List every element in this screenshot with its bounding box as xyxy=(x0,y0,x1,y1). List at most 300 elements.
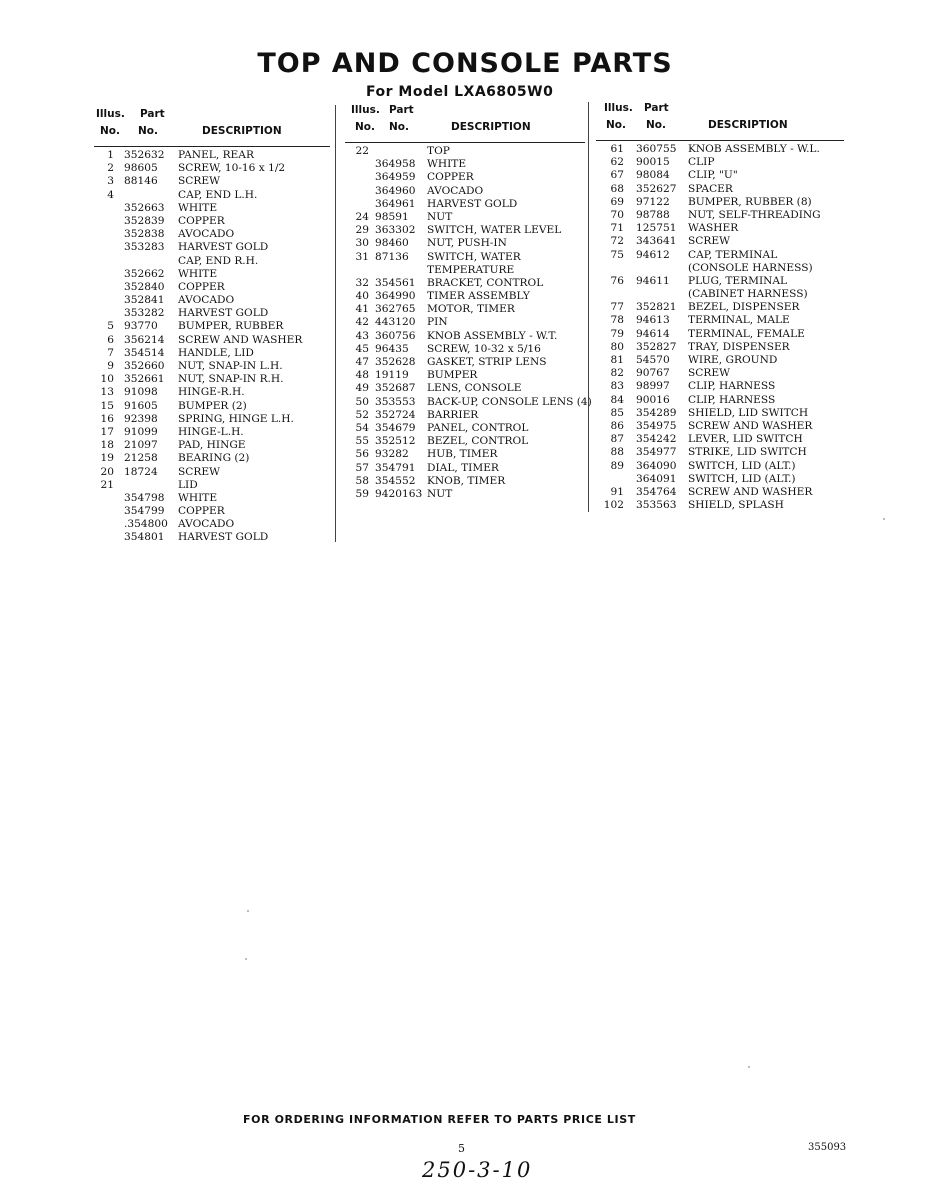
page-number: 5 xyxy=(458,1142,465,1155)
illus-number: 30 xyxy=(355,237,369,250)
part-row xyxy=(596,433,844,446)
part-number: 94612 xyxy=(636,248,670,261)
illus-number: 18 xyxy=(100,439,114,452)
part-number: 352661 xyxy=(124,373,165,386)
illus-number: 3 xyxy=(107,175,114,188)
part-description: AVOCADO xyxy=(427,184,484,197)
part-row xyxy=(596,249,844,262)
part-row xyxy=(596,328,844,341)
part-row xyxy=(345,224,585,237)
header-illus-no: No. xyxy=(355,121,375,133)
part-row xyxy=(596,156,844,169)
part-number: 443120 xyxy=(375,316,416,329)
part-row xyxy=(345,303,585,316)
illus-number: 76 xyxy=(610,274,624,287)
part-row xyxy=(94,531,330,544)
part-row xyxy=(596,394,844,407)
part-row xyxy=(596,486,844,499)
parts-column-3 xyxy=(596,102,844,512)
illus-number: 75 xyxy=(610,248,624,261)
part-row xyxy=(596,354,844,367)
part-row xyxy=(94,413,330,426)
part-description: BACK-UP, CONSOLE LENS (4) xyxy=(427,395,592,408)
illus-number: 58 xyxy=(355,474,369,487)
part-description: STRIKE, LID SWITCH xyxy=(688,446,807,459)
illus-number: 61 xyxy=(610,143,624,155)
part-row xyxy=(94,479,330,492)
part-number: 97122 xyxy=(636,195,670,208)
part-row xyxy=(94,268,330,281)
illus-number: 5 xyxy=(107,320,114,333)
ordering-note: FOR ORDERING INFORMATION REFER TO PARTS PRICE LIST xyxy=(243,1113,636,1126)
part-row xyxy=(596,169,844,182)
part-row xyxy=(345,145,585,158)
part-number: 18724 xyxy=(124,465,158,478)
part-description: SCREW xyxy=(178,175,220,188)
part-description: SCREW, 10-32 x 5/16 xyxy=(427,342,541,355)
part-description: CLIP, HARNESS xyxy=(688,380,776,393)
illus-number: 48 xyxy=(355,369,369,382)
part-description: SCREW AND WASHER xyxy=(178,333,303,346)
part-description: AVOCADO xyxy=(178,294,235,307)
part-description: HANDLE, LID xyxy=(178,346,254,359)
part-number: 353282 xyxy=(124,307,165,320)
part-description: KNOB, TIMER xyxy=(427,474,506,487)
part-row xyxy=(345,488,585,501)
illus-number: 17 xyxy=(100,425,114,438)
part-row xyxy=(345,462,585,475)
part-number: 19119 xyxy=(375,369,409,382)
scan-speck xyxy=(883,518,885,520)
illus-number: 82 xyxy=(610,367,624,380)
part-description: LID xyxy=(178,478,198,491)
part-description: PANEL, CONTROL xyxy=(427,421,529,434)
part-description: SCREW xyxy=(178,465,220,478)
part-description: WHITE xyxy=(178,267,218,280)
illus-number: 88 xyxy=(610,446,624,459)
part-number: 21097 xyxy=(124,439,158,452)
part-number: 352838 xyxy=(124,228,165,241)
part-description: SWITCH, LID (ALT.) xyxy=(688,472,796,485)
parts-list xyxy=(345,145,592,501)
part-number: 94614 xyxy=(636,327,670,340)
part-description: SCREW AND WASHER xyxy=(688,419,813,432)
illus-number: 84 xyxy=(610,393,624,406)
part-row xyxy=(94,294,330,307)
part-row xyxy=(345,158,585,171)
part-number: 90016 xyxy=(636,393,670,406)
part-row xyxy=(345,435,585,448)
part-description: WIRE, GROUND xyxy=(688,354,778,366)
part-description: NUT xyxy=(427,210,453,223)
header-description: DESCRIPTION xyxy=(451,121,531,133)
part-description: COPPER xyxy=(178,214,225,227)
part-description: NUT, SNAP-IN L.H. xyxy=(178,360,283,372)
illus-number: 29 xyxy=(355,224,369,237)
illus-number: 79 xyxy=(610,327,624,340)
illus-number: 32 xyxy=(355,276,369,289)
part-description: SPACER xyxy=(688,182,733,195)
part-number: 364090 xyxy=(636,459,677,472)
part-number: 98788 xyxy=(636,208,670,221)
illus-number: 21 xyxy=(100,478,114,491)
part-number: 362765 xyxy=(375,303,416,316)
part-number: 352660 xyxy=(124,360,165,372)
part-number: 98605 xyxy=(124,162,158,175)
part-row xyxy=(345,369,585,382)
illus-number: 15 xyxy=(100,399,114,412)
part-row xyxy=(345,330,585,343)
part-number: 9420163 xyxy=(375,487,423,500)
part-row xyxy=(345,382,585,395)
part-row xyxy=(94,466,330,479)
part-description: CAP, TERMINAL xyxy=(688,248,778,261)
part-description: WHITE xyxy=(427,158,467,171)
part-description: BUMPER (2) xyxy=(178,399,247,412)
part-row xyxy=(345,237,585,250)
part-number: 352628 xyxy=(375,356,416,368)
header-description: DESCRIPTION xyxy=(202,125,282,137)
illus-number: 68 xyxy=(610,182,624,195)
part-number: 352724 xyxy=(375,408,416,421)
illus-number: 89 xyxy=(610,459,624,472)
part-row xyxy=(94,492,330,505)
part-description: KNOB ASSEMBLY - W.T. xyxy=(427,329,558,342)
header-part: Part xyxy=(389,104,414,116)
header-part-no: No. xyxy=(138,125,158,137)
part-row xyxy=(345,198,585,211)
part-number: 98460 xyxy=(375,237,409,250)
part-row xyxy=(596,209,844,222)
part-description: NUT, SNAP-IN R.H. xyxy=(178,373,284,386)
part-description: NUT, PUSH-IN xyxy=(427,237,507,250)
part-number: 354552 xyxy=(375,474,416,487)
illus-number: 45 xyxy=(355,342,369,355)
part-description: TRAY, DISPENSER xyxy=(688,340,790,353)
illus-number: 22 xyxy=(355,145,369,157)
illus-number: 16 xyxy=(100,412,114,425)
part-number: 92398 xyxy=(124,412,158,425)
illus-number: 83 xyxy=(610,380,624,393)
part-number: 352663 xyxy=(124,201,165,214)
part-number: 360755 xyxy=(636,143,677,155)
part-description: PAD, HINGE xyxy=(178,439,246,452)
part-number: 353283 xyxy=(124,241,165,254)
part-description: MOTOR, TIMER xyxy=(427,303,515,316)
part-number: 360756 xyxy=(375,329,416,342)
part-number: 354242 xyxy=(636,433,677,446)
part-number: 352840 xyxy=(124,280,165,293)
illus-number: 41 xyxy=(355,303,369,316)
part-description: SCREW xyxy=(688,367,730,380)
illus-number: 67 xyxy=(610,169,624,182)
part-description: SCREW, 10-16 x 1/2 xyxy=(178,162,286,175)
part-description: COPPER xyxy=(178,505,225,518)
scan-speck xyxy=(247,910,249,912)
part-number: 21258 xyxy=(124,452,158,465)
scan-speck xyxy=(245,958,247,960)
illus-number: 49 xyxy=(355,382,369,395)
part-row xyxy=(596,341,844,354)
part-description: BEARING (2) xyxy=(178,452,250,465)
part-description: CAP, END L.H. xyxy=(178,188,258,201)
illus-number: 59 xyxy=(355,487,369,500)
part-description: NUT xyxy=(427,487,453,500)
part-number: 93770 xyxy=(124,320,158,333)
part-description: CAP, END R.H. xyxy=(178,254,259,267)
part-row xyxy=(596,367,844,380)
illus-number: 20 xyxy=(100,465,114,478)
part-number: 364961 xyxy=(375,197,416,210)
illus-number: 55 xyxy=(355,435,369,448)
part-row xyxy=(94,347,330,360)
part-description: WASHER xyxy=(688,222,739,235)
part-description: SHIELD, SPLASH xyxy=(688,499,784,512)
illus-number: 47 xyxy=(355,356,369,368)
part-number: 363302 xyxy=(375,224,416,237)
part-number: 354798 xyxy=(124,491,165,504)
part-description: HINGE-L.H. xyxy=(178,425,244,438)
part-row xyxy=(596,380,844,393)
part-number: 364959 xyxy=(375,171,416,184)
part-number: 352687 xyxy=(375,382,416,395)
part-number: 125751 xyxy=(636,222,677,235)
part-row xyxy=(94,426,330,439)
illus-number: 4 xyxy=(107,188,114,201)
part-description: (CABINET HARNESS) xyxy=(688,288,808,301)
part-number: 352827 xyxy=(636,340,677,353)
part-number: 354289 xyxy=(636,406,677,419)
illus-number: 10 xyxy=(100,373,114,386)
part-number: 364091 xyxy=(636,472,677,485)
part-row xyxy=(345,316,585,329)
column-divider xyxy=(335,105,336,542)
scan-speck xyxy=(748,1066,750,1068)
part-row xyxy=(345,395,592,409)
header-illus: Illus. xyxy=(96,108,125,120)
illus-number: 87 xyxy=(610,433,624,446)
part-row xyxy=(596,288,844,301)
part-description: PLUG, TERMINAL xyxy=(688,274,788,287)
parts-column-2 xyxy=(345,104,592,501)
header-illus-no: No. xyxy=(100,125,120,137)
part-number: 354801 xyxy=(124,531,165,544)
part-number: 88146 xyxy=(124,175,158,188)
part-row xyxy=(94,241,330,254)
part-description: TIMER ASSEMBLY xyxy=(427,290,530,303)
part-row xyxy=(345,448,585,461)
part-number: 352632 xyxy=(124,149,165,161)
part-number: 354975 xyxy=(636,419,677,432)
column-header xyxy=(94,108,330,147)
illus-number: 13 xyxy=(100,386,114,399)
part-number: 353563 xyxy=(636,499,677,512)
part-description: AVOCADO xyxy=(178,518,235,531)
part-description: TEMPERATURE xyxy=(427,263,515,276)
header-description: DESCRIPTION xyxy=(708,119,788,131)
model-subtitle: For Model LXA6805W0 xyxy=(366,84,554,100)
part-number: 364990 xyxy=(375,290,416,303)
part-description: DIAL, TIMER xyxy=(427,461,499,474)
illus-number: 80 xyxy=(610,340,624,353)
header-part: Part xyxy=(140,108,165,120)
header-illus: Illus. xyxy=(351,104,380,116)
illus-number: 78 xyxy=(610,314,624,327)
page-title: TOP AND CONSOLE PARTS xyxy=(257,48,673,79)
parts-column-1 xyxy=(94,108,330,545)
part-row xyxy=(596,420,844,433)
illus-number: 40 xyxy=(355,290,369,303)
part-row xyxy=(345,475,585,488)
part-row xyxy=(596,301,844,314)
header-part: Part xyxy=(644,102,669,114)
illus-number: 50 xyxy=(355,395,369,408)
part-row xyxy=(345,343,585,356)
part-description: HARVEST GOLD xyxy=(178,241,269,254)
part-number: 87136 xyxy=(375,250,409,263)
part-description: SHIELD, LID SWITCH xyxy=(688,406,809,419)
part-description: TERMINAL, FEMALE xyxy=(688,327,805,340)
part-row xyxy=(94,334,330,347)
part-description: HINGE-R.H. xyxy=(178,386,245,399)
illus-number: 6 xyxy=(107,333,114,346)
illus-number: 102 xyxy=(603,499,624,512)
part-description: SPRING, HINGE L.H. xyxy=(178,412,294,425)
part-row xyxy=(94,505,330,518)
part-number: 354977 xyxy=(636,446,677,459)
illus-number: 19 xyxy=(100,452,114,465)
part-row xyxy=(345,251,585,264)
column-divider xyxy=(588,102,589,512)
part-row xyxy=(345,264,585,277)
illus-number: 1 xyxy=(107,149,114,161)
part-description: SWITCH, WATER xyxy=(427,250,521,263)
part-description: BEZEL, DISPENSER xyxy=(688,301,800,314)
part-description: SWITCH, WATER LEVEL xyxy=(427,224,562,237)
part-row xyxy=(596,196,844,209)
part-description: PIN xyxy=(427,316,448,329)
part-row xyxy=(94,452,330,465)
illus-number: 81 xyxy=(610,354,624,366)
handwritten-note: 250-3-10 xyxy=(422,1158,533,1182)
part-number: 98997 xyxy=(636,380,670,393)
part-number: 98084 xyxy=(636,169,670,182)
part-row xyxy=(94,386,330,399)
illus-number: 57 xyxy=(355,461,369,474)
part-description: HARVEST GOLD xyxy=(427,197,518,210)
part-row xyxy=(94,215,330,228)
part-description: HARVEST GOLD xyxy=(178,531,269,544)
part-description: TOP xyxy=(427,145,450,157)
part-row xyxy=(94,149,330,162)
part-row xyxy=(94,307,330,320)
part-row xyxy=(94,400,330,413)
document-number: 355093 xyxy=(808,1142,847,1153)
part-number: 354561 xyxy=(375,276,416,289)
part-number: 91099 xyxy=(124,425,158,438)
part-row xyxy=(94,202,330,215)
part-row xyxy=(596,235,844,248)
part-description: AVOCADO xyxy=(178,228,235,241)
part-row xyxy=(94,281,330,294)
illus-number: 85 xyxy=(610,406,624,419)
part-row xyxy=(94,518,330,531)
part-description: CLIP xyxy=(688,156,715,169)
part-description: CLIP, HARNESS xyxy=(688,393,776,406)
part-row xyxy=(94,320,330,333)
part-description: BUMPER xyxy=(427,369,478,382)
illus-number: 43 xyxy=(355,329,369,342)
part-row xyxy=(345,277,585,290)
part-number: 352839 xyxy=(124,214,165,227)
illus-number: 77 xyxy=(610,301,624,314)
part-description: GASKET, STRIP LENS xyxy=(427,356,547,368)
part-row xyxy=(596,275,844,288)
part-number: 352841 xyxy=(124,294,165,307)
part-description: BARRIER xyxy=(427,408,479,421)
column-header xyxy=(345,104,585,143)
illus-number: 54 xyxy=(355,421,369,434)
illus-number: 62 xyxy=(610,156,624,169)
illus-number: 2 xyxy=(107,162,114,175)
part-description: COPPER xyxy=(427,171,474,184)
part-row xyxy=(94,175,330,188)
part-number: 354764 xyxy=(636,485,677,498)
part-number: 54570 xyxy=(636,354,670,366)
part-description: TERMINAL, MALE xyxy=(688,314,790,327)
part-row xyxy=(345,211,585,224)
part-description: NUT, SELF-THREADING xyxy=(688,208,821,221)
part-description: WHITE xyxy=(178,491,218,504)
part-number: 93282 xyxy=(375,448,409,461)
part-row xyxy=(596,183,844,196)
illus-number: 31 xyxy=(355,250,369,263)
part-row xyxy=(94,360,330,373)
part-row xyxy=(596,446,844,459)
header-part-no: No. xyxy=(646,119,666,131)
part-row xyxy=(94,439,330,452)
part-description: BUMPER, RUBBER xyxy=(178,320,284,333)
part-row xyxy=(596,314,844,327)
part-number: 96435 xyxy=(375,342,409,355)
part-description: SWITCH, LID (ALT.) xyxy=(688,459,796,472)
part-number: 354514 xyxy=(124,346,165,359)
part-row xyxy=(345,409,585,422)
part-row xyxy=(596,460,844,473)
part-number: 364958 xyxy=(375,158,416,171)
part-description: LENS, CONSOLE xyxy=(427,382,522,395)
part-description: HUB, TIMER xyxy=(427,448,498,461)
part-row xyxy=(596,473,844,486)
part-description: WHITE xyxy=(178,201,218,214)
header-illus-no: No. xyxy=(606,119,626,131)
part-row xyxy=(94,162,330,175)
part-row xyxy=(94,255,330,268)
part-description: BUMPER, RUBBER (8) xyxy=(688,195,812,208)
illus-number: 69 xyxy=(610,195,624,208)
part-description: PANEL, REAR xyxy=(178,149,254,161)
illus-number: 52 xyxy=(355,408,369,421)
part-number: 91605 xyxy=(124,399,158,412)
part-number: 354799 xyxy=(124,505,165,518)
illus-number: 42 xyxy=(355,316,369,329)
part-number: .354800 xyxy=(124,518,168,531)
part-number: 352627 xyxy=(636,182,677,195)
part-row xyxy=(596,499,844,512)
part-number: 94611 xyxy=(636,274,670,287)
part-row xyxy=(345,171,585,184)
part-number: 364960 xyxy=(375,184,416,197)
